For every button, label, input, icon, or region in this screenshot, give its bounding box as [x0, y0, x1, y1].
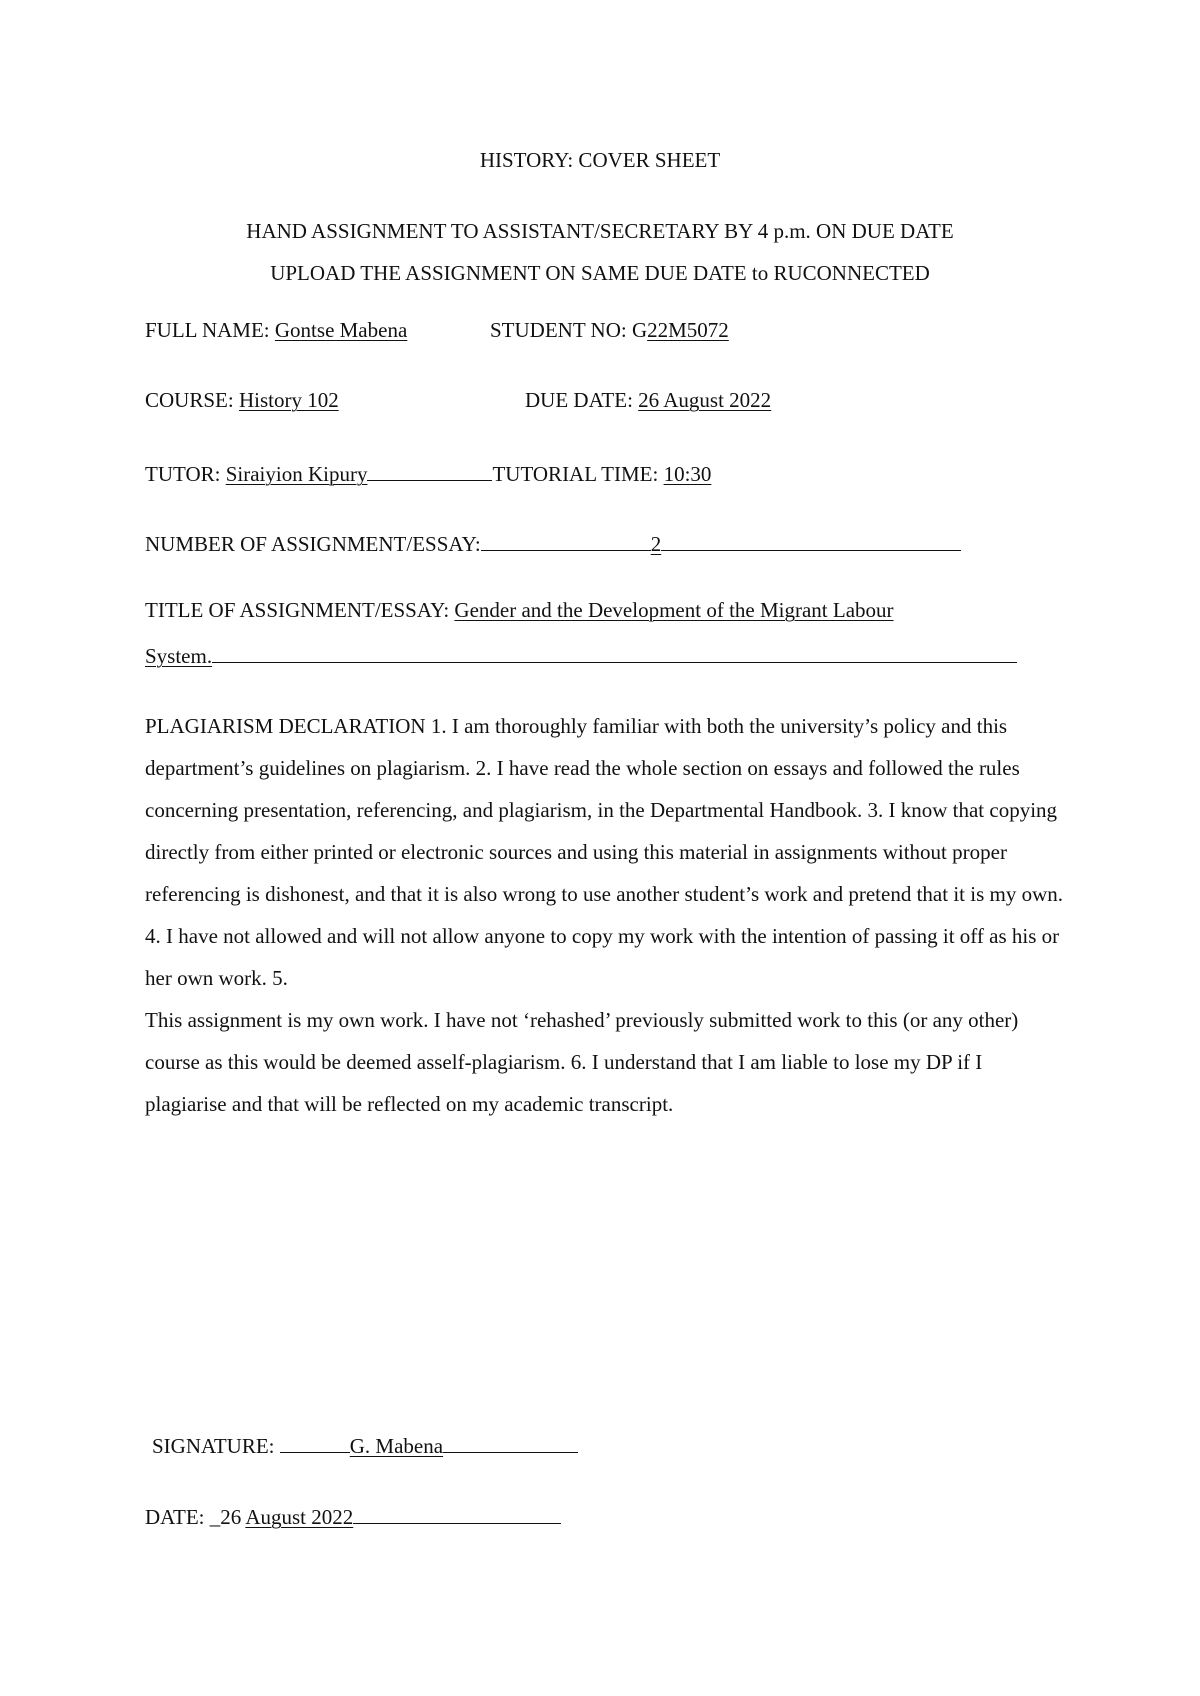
tutor-value: Siraiyion Kipury	[225, 462, 368, 486]
student-number-label: STUDENT NO: G	[490, 318, 648, 342]
assignment-title-continuation	[145, 642, 1017, 667]
assignment-number-blank-before	[481, 530, 651, 551]
declaration-paragraph: This assignment is my own work. I have not ‘rehashed’ previously submitted work to this (or any other) course as this would be deemed asself-plagiarism. 6. I understand that I am liable to lose my DP if I plagiarise and that will be reflected on my academic transcript.	[145, 1008, 1019, 1116]
assignment-number-blank-after	[661, 530, 961, 551]
assignment-number-field	[145, 530, 961, 555]
tutorial-time-value: 10:30	[663, 462, 712, 486]
due-date-value: 26 August 2022	[638, 388, 772, 412]
due-date-field	[525, 390, 771, 411]
course-field	[145, 390, 339, 411]
signature-value: G. Mabena	[349, 1434, 444, 1458]
assignment-title-blank-line	[212, 642, 1017, 663]
assignment-title-value-line1: Gender and the Development of the Migrant Labour	[454, 598, 894, 622]
signature-date-field	[145, 1503, 561, 1528]
signature-label: SIGNATURE:	[152, 1434, 275, 1458]
assignment-title-value-line2: System.	[145, 644, 213, 668]
course-label: COURSE:	[145, 388, 234, 412]
declaration-paragraph: PLAGIARISM DECLARATION 1. I am thoroughly familiar with both the university’s policy and this department’s guidelines on plagiarism. 2. I have read the whole section on essays and followed the rules concerning presentation, referencing, and plagiarism, in the Departmental Handbook. 3. I know that copying directly from either printed or electronic sources and using this material in assignments without proper referencing is dishonest, and that it is also wrong to use another student’s work and pretend that it is my own. 4. I have not allowed and will not allow anyone to copy my work with the intention of passing it off as his or her own work. 5.	[145, 714, 1063, 990]
full-name-label: FULL NAME:	[145, 318, 270, 342]
assignment-number-label: NUMBER OF ASSIGNMENT/ESSAY:	[145, 532, 481, 556]
submission-instruction: HAND ASSIGNMENT TO ASSISTANT/SECRETARY BY 4 p.m. ON DUE DATE	[246, 219, 954, 243]
assignment-title-field	[145, 600, 894, 621]
signature-blank-before	[280, 1432, 350, 1453]
page-title: HISTORY: COVER SHEET	[479, 148, 721, 172]
plagiarism-declaration	[145, 705, 1065, 1125]
due-date-label: DUE DATE:	[525, 388, 633, 412]
tutorial-time-label: TUTORIAL TIME:	[492, 462, 659, 486]
signature-blank-after	[443, 1432, 578, 1453]
signature-field	[152, 1432, 578, 1457]
tutor-field	[145, 460, 711, 485]
full-name-field	[145, 320, 407, 341]
full-name-value: Gontse Mabena	[274, 318, 408, 342]
student-number-value: 22M5072	[647, 318, 729, 342]
assignment-number-value: 2	[650, 532, 662, 556]
upload-instruction: UPLOAD THE ASSIGNMENT ON SAME DUE DATE to RUCONNECTED	[270, 261, 930, 285]
date-label: DATE:	[145, 1505, 205, 1529]
student-number-field	[490, 320, 729, 341]
date-prefix: _26	[209, 1505, 242, 1529]
tutor-label: TUTOR:	[145, 462, 221, 486]
date-blank-line	[353, 1503, 561, 1524]
course-value: History 102	[238, 388, 339, 412]
assignment-title-label: TITLE OF ASSIGNMENT/ESSAY:	[145, 598, 450, 622]
tutor-blank-line	[367, 460, 492, 481]
date-value: August 2022	[245, 1505, 354, 1529]
